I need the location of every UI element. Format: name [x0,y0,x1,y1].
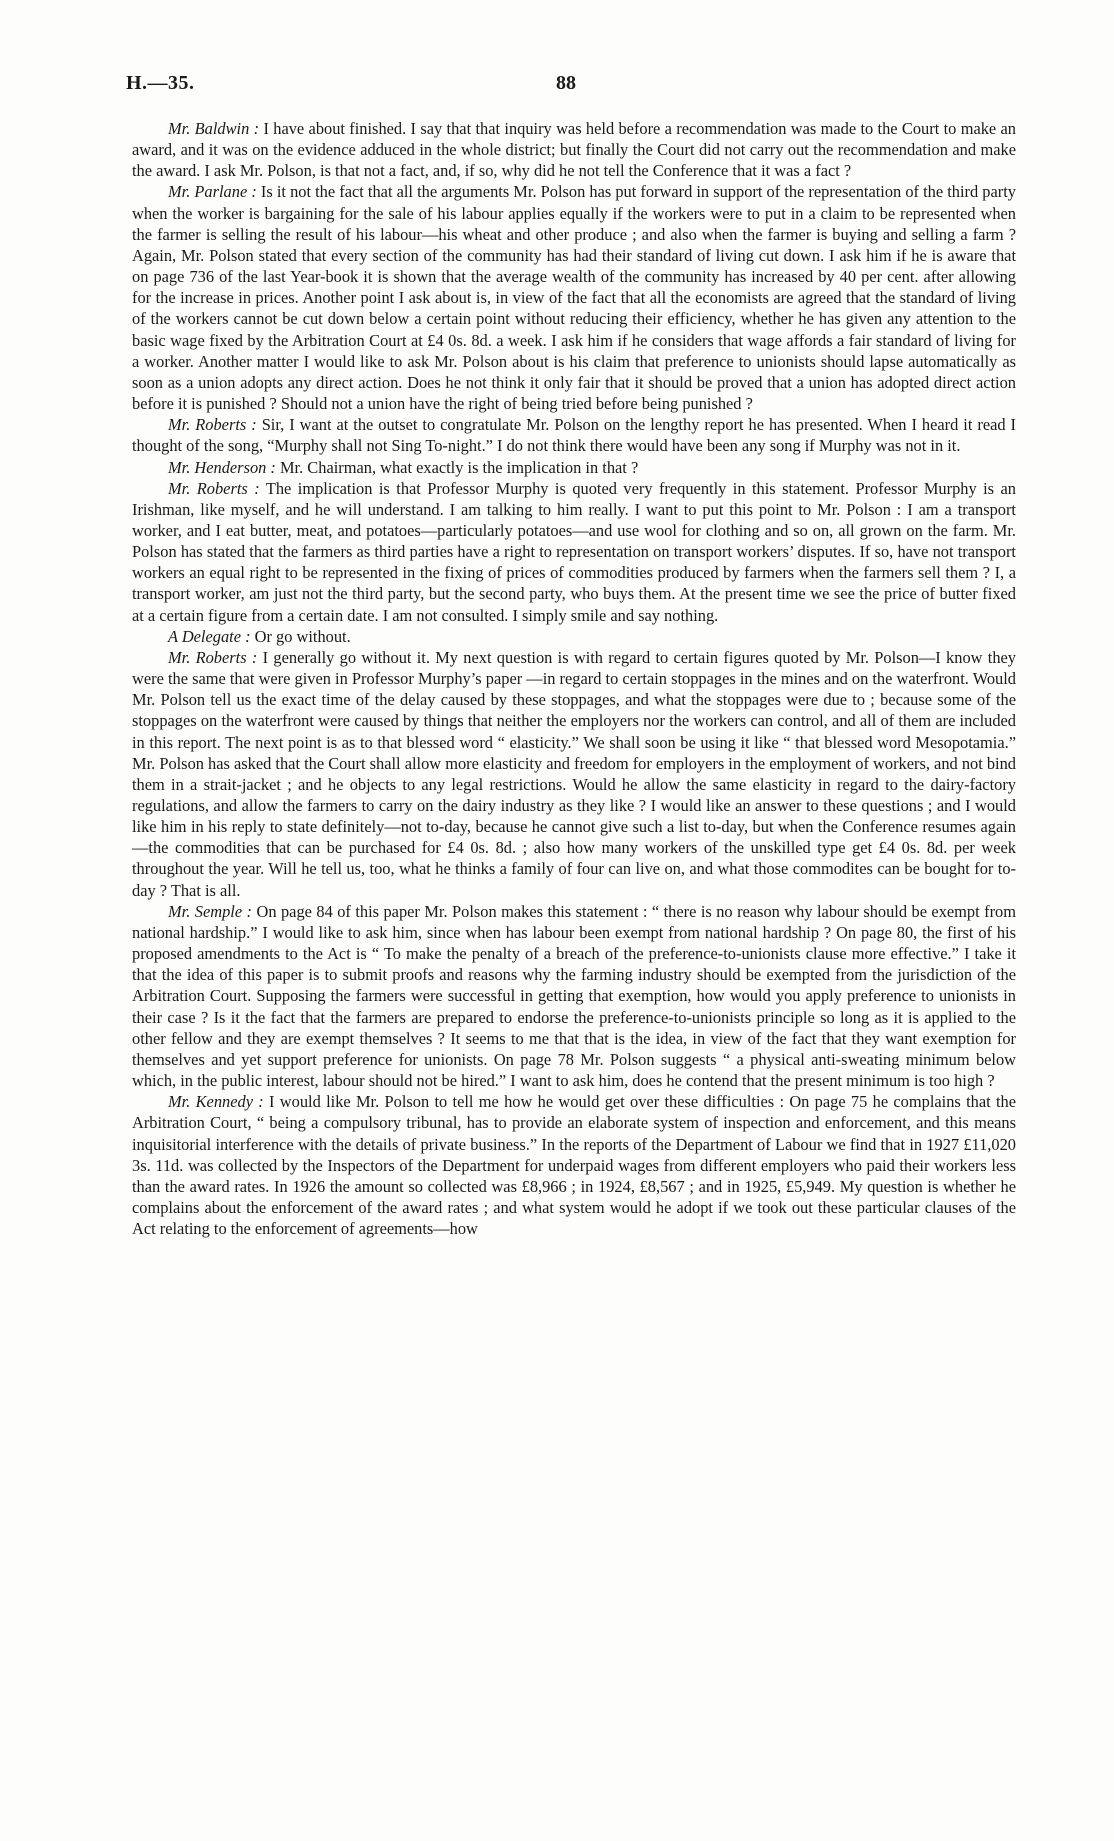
paragraph [132,181,1016,414]
speaker-name: Mr. Roberts : [168,478,260,498]
paragraph [132,647,1016,901]
paragraph-text: I have about finished. I say that that inquiry was held before a recommendation was made to the Court to make an award, and it was on the evidence adduced in the whole district; but finally the Court did not carry out the recommendation and make the award. I ask Mr. Polson, is that not a fact, and, if so, why did he not tell the Conference that it was a fact ? [132,119,1017,181]
paragraph-text: Or go without. [250,626,351,646]
speaker-name: Mr. Roberts : [168,415,257,435]
paragraph [132,478,1016,626]
paragraph [132,457,1016,478]
paragraph-text: Is it not the fact that all the arguments Mr. Polson has put forward in support of the representation of the third party when the worker is bargaining for the sale of his labour applies equally if the workers were to put in a claim to be represented when the farmer is selling the result of his labour—his wheat and other produce ; and also when the farmer is buying and selling a farm ? Again, Mr. Polson stated that every section of the community has had their standard of living cut down. I ask him if he is aware that on page 736 of the last Year-book it is shown that the average wealth of the community has increased by 40 per cent. after allowing for the increase in prices. Another point I ask about is, in view of the fact that all the economists are agreed that the standard of living of the workers cannot be cut down below a certain point without reducing their efficiency, whether he has given any attention to the basic wage fixed by the Arbitration Court at £4 0s. 8d. a week. I ask him if he considers that wage affords a fair standard of living for a worker. Another matter I would like to ask Mr. Polson about is his claim that preference to unionists should lapse automatically as soon as a union adopts any direct action. Does he not think it only fair that it should be proved that a union has adopted direct action before it is punished ? Should not a union have the right of being tried before being punished ? [132,182,1016,414]
page-number: 88 [556,72,576,94]
speaker-name: Mr. Henderson : [168,457,276,477]
paragraph-text: I would like Mr. Polson to tell me how he would get over these difficulties : On page 75 he complains that the Arbitration Court, “ being a compulsory tribunal, has to provide an elaborate system of inspection and enforcement, and this means inquisitorial interference with the details of private business.” In the reports of the Department of Labour we find that in 1927 £11,020 3s. 11d. was collected by the Inspectors of the Department for underpaid wages from different employers who paid their workers less than the award rates. In 1926 the amount so collected was £8,966 ; in 1924, £8,567 ; and in 1925, £5,949. My question is whether he complains about the enforcement of the award rates ; and what system would he adopt if we took out these particular clauses of the Act relating to the enforcement of agreements—how [132,1092,1016,1239]
paragraph-text: I generally go without it. My next question is with regard to certain figures quoted by Mr. Polson—I know they were the same that were given in Professor Murphy’s paper —in regard to certain stoppages in the mines and on the waterfront. Would Mr. Polson tell us the exact time of the delay caused by these stoppages, and what the stoppages were due to ; because some of the stoppages on the waterfront were caused by things that neither the employers nor the workers can control, and all of them are included in this report. The next point is as to that blessed word “ elasticity.” We shall soon be using it like “ that blessed word Mesopotamia.” Mr. Polson has asked that the Court shall allow more elasticity and freedom for employers in the employment of workers, and not bind them in a strait-jacket ; and he objects to any legal restrictions. Would he allow the same elasticity in regard to the dairy-factory regulations, and allow the farmers to carry on the dairy industry as they like ? I would like an answer to these questions ; and I would like him in his reply to state definitely—not to-day, because he cannot give such a list to-day, but when the Conference resumes again—the commodities that can be purchased for £4 0s. 8d. ; also how many workers of the unskilled type get £4 0s. 8d. per week throughout the year. Will he tell us, too, what he thinks a family of four can live on, and what those commodites can be bought for to-day ? That is all. [132,647,1016,900]
speaker-name: A Delegate : [168,626,251,646]
speaker-name: Mr. Baldwin : [168,119,260,138]
paragraph [132,414,1016,456]
paragraph-text: The implication is that Professor Murphy is quoted very frequently in this statement. Professor Murphy is an Irishman, like myself, and he will understand. I am talking to him really. I want to put this point to Mr. Polson : I am a transport worker, and I eat butter, meat, and potatoes—particularly potatoes—and use wool for clothing and so on, all grown on the farm. Mr. Polson has stated that the farmers as third parties have a right to representation on transport workers’ disputes. If so, have not transport workers an equal right to be represented in the fixing of prices of commodities produced by farmers when the farmers sell them ? I, a transport worker, am just not the third party, but the second party, who buys them. At the present time we see the price of butter fixed at a certain figure from a certain date. I am not consulted. I simply smile and say nothing. [132,478,1016,625]
speaker-name: Mr. Semple : [168,901,253,921]
paragraph [132,118,1016,181]
paragraph [132,626,1016,647]
paragraph-text: Mr. Chairman, what exactly is the implication in that ? [275,457,639,477]
document-body [132,118,1016,1239]
paragraph [132,901,1016,1091]
paragraph-text: Sir, I want at the outset to congratulate Mr. Polson on the lengthy report he has presented. When I heard it read I thought of the song, “Murphy shall not Sing To-night.” I do not think there would have been any song if Murphy was not in it. [132,415,1016,456]
paragraph [132,1091,1016,1239]
document-reference: H.—35. [126,72,195,94]
speaker-name: Mr. Parlane : [168,182,257,202]
speaker-name: Mr. Kennedy : [168,1092,264,1112]
speaker-name: Mr. Roberts : [168,647,258,667]
paragraph-text: On page 84 of this paper Mr. Polson makes this statement : “ there is no reason why labour should be exempt from national hardship.” I would like to ask him, since when has labour been exempt from national hardship ? On page 80, the first of his proposed amendments to the Act is “ To make the penalty of a breach of the preference-to-unionists clause more effective.” I take it that the idea of this paper is to submit proofs and reasons why the farming industry should be exempted from the jurisdiction of the Arbitration Court. Supposing the farmers were successful in getting that exemption, how would you apply preference to unionists in their case ? Is it the fact that the farmers are prepared to endorse the preference-to-unionists principle so long as it is applied to the other fellow and they are exempt themselves ? It seems to me that that is the idea, in view of the fact that they want exemption for themselves and yet support preference for unionists. On page 78 Mr. Polson suggests “ a physical anti-sweating minimum below which, in the public interest, labour should not be hired.” I want to ask him, does he contend that the present minimum is too high ? [132,901,1016,1091]
